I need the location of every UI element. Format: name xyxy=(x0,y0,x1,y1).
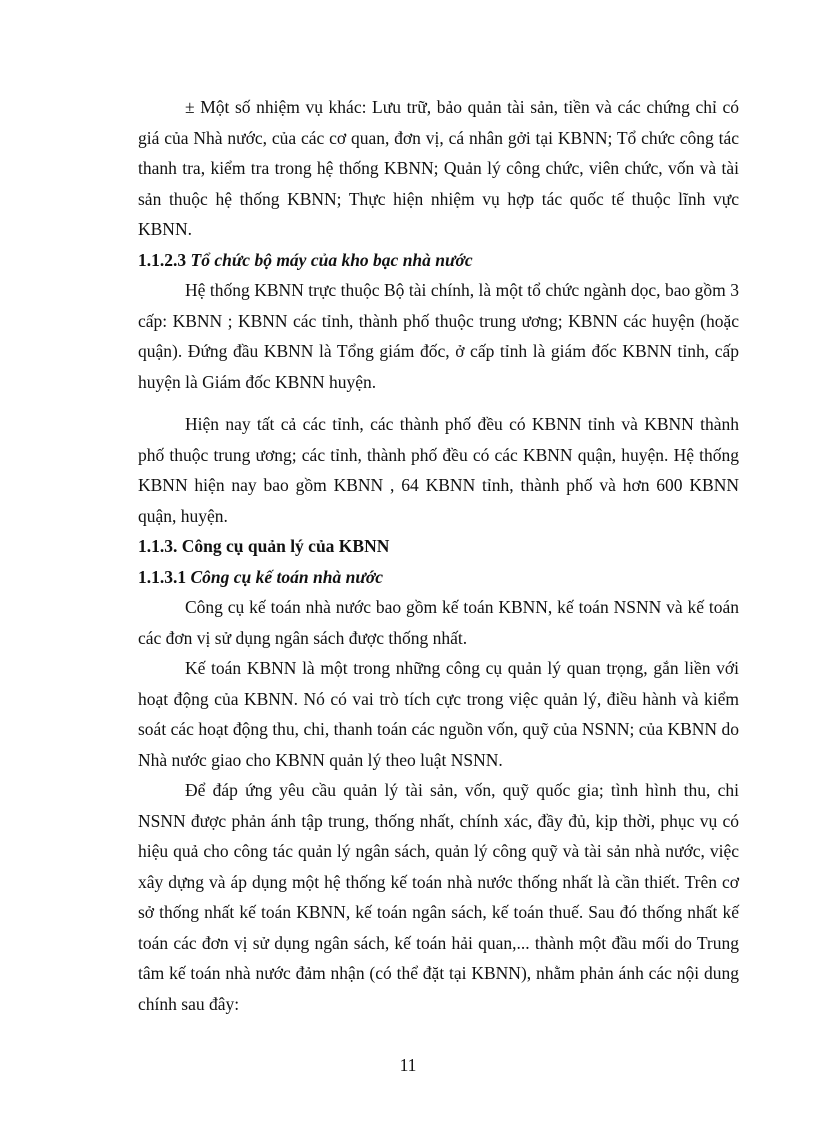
section-title: Tổ chức bộ máy của kho bạc nhà nước xyxy=(190,249,473,270)
paragraph-unified-accounting: Để đáp ứng yêu cầu quản lý tài sản, vốn, quỹ quốc gia; tình hình thu, chi NSNN được phản ánh tập trung, thống nhất, chính xác, đầy đủ, kịp thời, phục vụ có hiệu quả cho công tác quản lý ngân sách, quản lý công quỹ và tài sản nhà nước, việc xây dựng và áp dụng một hệ thống kế toán nhà nước thống nhất là cần thiết. Trên cơ sở thống nhất kế toán KBNN, kế toán ngân sách, kế toán thuế. Sau đó thống nhất kế toán các đơn vị sử dụng ngân sách, kế toán hải quan,... thành một đầu mối do Trung tâm kế toán nhà nước đảm nhận (có thể đặt tại KBNN), nhằm phản ánh các nội dung chính sau đây: xyxy=(138,780,739,1014)
paragraph-other-duties: ± Một số nhiệm vụ khác: Lưu trữ, bảo quản tài sản, tiền và các chứng chỉ có giá của Nhà nước, của các cơ quan, đơn vị, cá nhân gởi tại KBNN; Tổ chức công tác thanh tra, kiểm tra trong hệ thống KBNN; Quản lý công chức, viên chức, vốn và tài sản thuộc hệ thống KBNN; Thực hiện nhiệm vụ hợp tác quốc tế thuộc lĩnh vực KBNN. xyxy=(138,97,739,239)
page-number: 11 xyxy=(399,1055,417,1075)
section-title: Công cụ kế toán nhà nước xyxy=(190,566,383,587)
paragraph-current-status: Hiện nay tất cả các tỉnh, các thành phố đều có KBNN tỉnh và KBNN thành phố thuộc trung ương; các tỉnh, thành phố đều có các KBNN quận, huyện. Hệ thống KBNN hiện nay bao gồm KBNN , 64 KBNN tỉnh, thành phố và hơn 600 KBNN quận, huyện. xyxy=(138,414,739,526)
section-heading-1-1-2-3 xyxy=(138,245,739,276)
section-heading-1-1-3-1 xyxy=(138,562,739,593)
section-number: 1.1.3.1 xyxy=(138,566,187,587)
paragraph-accounting-tools: Công cụ kế toán nhà nước bao gồm kế toán KBNN, kế toán NSNN và kế toán các đơn vị sử dụng ngân sách được thống nhất. xyxy=(138,597,739,648)
paragraph-kbnn-accounting: Kế toán KBNN là một trong những công cụ quản lý quan trọng, gắn liền với hoạt động của KBNN. Nó có vai trò tích cực trong việc quản lý, điều hành và kiểm soát các hoạt động thu, chi, thanh toán các nguồn vốn, quỹ của NSNN; của KBNN do Nhà nước giao cho KBNN quản lý theo luật NSNN. xyxy=(138,658,739,770)
paragraph-system-structure: Hệ thống KBNN trực thuộc Bộ tài chính, là một tổ chức ngành dọc, bao gồm 3 cấp: KBNN ; KBNN các tỉnh, thành phố thuộc trung ương; KBNN các huyện (hoặc quận). Đứng đầu KBNN là Tổng giám đốc, ở cấp tỉnh là giám đốc KBNN tỉnh, cấp huyện là Giám đốc KBNN huyện. xyxy=(138,280,739,392)
section-number: 1.1.2.3 xyxy=(138,249,187,270)
page-content xyxy=(138,92,739,1019)
section-heading-1-1-3: 1.1.3. Công cụ quản lý của KBNN xyxy=(138,536,390,556)
